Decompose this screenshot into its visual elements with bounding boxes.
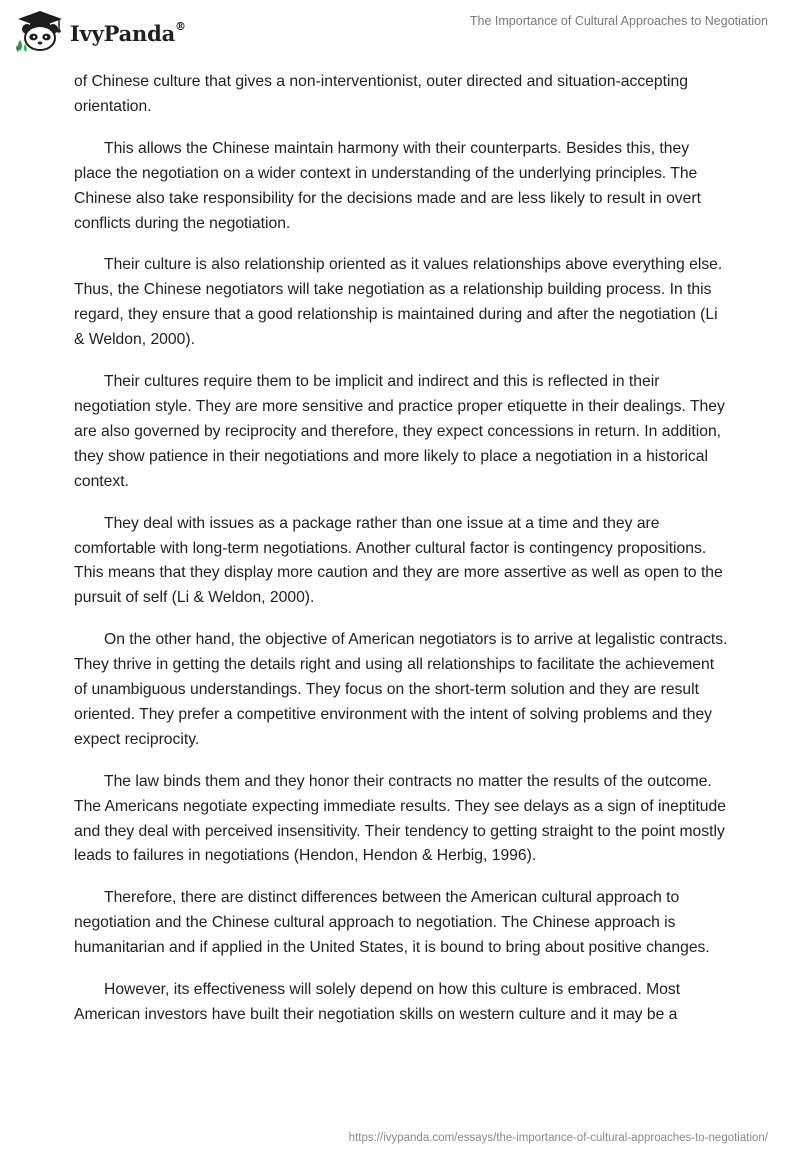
registered-mark: ® (175, 19, 186, 33)
essay-body (74, 70, 728, 1045)
paragraph: They deal with issues as a package rather than one issue at a time and they are comfortable with long-term negotiations. Another cultural factor is contingency propositions. This means that they display more caution and they are more assertive as well as open to the pursuit of self (Li & Weldon, 2000). (74, 514, 723, 607)
ivypanda-logo-link[interactable] (16, 10, 186, 52)
paragraph: Their cultures require them to be implicit and indirect and this is reflected in their negotiation style. They are more sensitive and practice proper etiquette in their dealings. They are also governed by reciprocity and therefore, they expect concessions in return. In addition, they show patience in their negotiations and more likely to place a negotiation in a historical context. (74, 373, 725, 490)
paragraph: The law binds them and they honor their contracts no matter the results of the outcome. The Americans negotiate expecting immediate results. They see delays as a sign of ineptitude and they deal with perceived insensitivity. Their tendency to getting straight to the point mostly leads to failures in negotiations (Hendon, Hendon & Herbig, 1996). (74, 772, 726, 865)
panda-graduation-cap-logo-icon (16, 10, 64, 52)
document-title: The Importance of Cultural Approaches to Negotiation (469, 14, 768, 28)
paragraph: Therefore, there are distinct differences between the American cultural approach to negotiation and the Chinese cultural approach to negotiation. The Chinese approach is humanitarian and if applied in the United States, it is bound to bring about positive changes. (74, 889, 710, 957)
paragraph: of Chinese culture that gives a non-interventionist, outer directed and situation-accepting orientation. (74, 73, 688, 115)
paragraph: This allows the Chinese maintain harmony with their counterparts. Besides this, they place the negotiation on a wider context in understanding of the underlying principles. The Chinese also take responsibility for the decisions made and are less likely to result in overt conflicts during the negotiation. (74, 139, 701, 232)
source-url-link[interactable]: https://ivypanda.com/essays/the-importance-of-cultural-approaches-to-negotiation/ (348, 1132, 768, 1144)
paragraph: However, its effectiveness will solely depend on how this culture is embraced. Most American investors have built their negotiation skills on western culture and it may be a (74, 981, 681, 1023)
paragraph: Their culture is also relationship oriented as it values relationships above everything else. Thus, the Chinese negotiators will take negotiation as a relationship building process. In this regard, they ensure that a good relationship is maintained during and after the negotiation (Li & Weldon, 2000). (74, 256, 723, 349)
page-header (0, 0, 800, 70)
paragraph: On the other hand, the objective of American negotiators is to arrive at legalistic contracts. They thrive in getting the details right and using all relationships to facilitate the achievement of unambiguous understandings. They focus on the short-term solution and they are result oriented. They prefer a competitive environment with the intent of solving problems and they expect reciprocity. (74, 631, 728, 748)
brand-name: IvyPanda® (70, 19, 186, 46)
